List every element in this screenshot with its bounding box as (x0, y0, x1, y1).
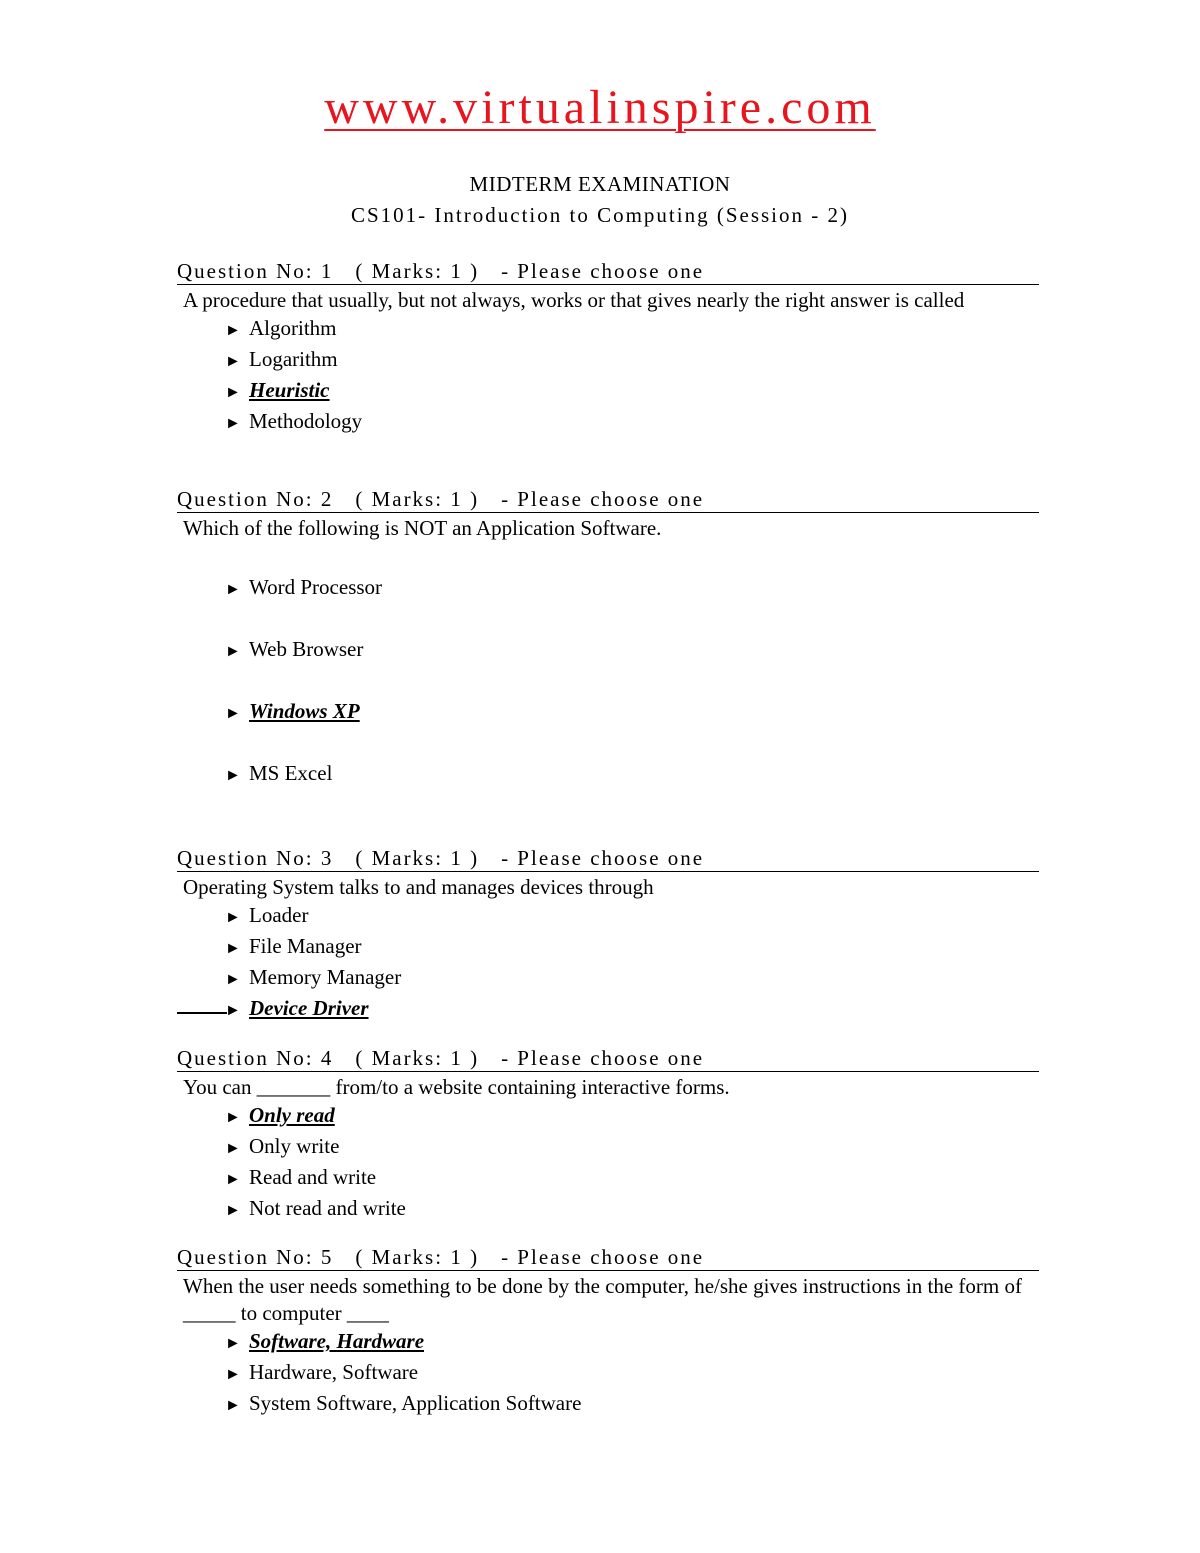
answer-option[interactable]: ► System Software, Application Software (225, 1389, 1039, 1420)
answer-options (177, 314, 1039, 438)
question-number: Question No: 1 (177, 259, 334, 283)
question-text: You can _______ from/to a website containing interactive forms. (183, 1075, 730, 1099)
answer-option[interactable]: ► Memory Manager (225, 963, 1039, 994)
answer-option-correct[interactable]: ► Only read (225, 1101, 1039, 1132)
arrow-right-icon: ► (225, 322, 241, 339)
arrow-right-icon: ► (225, 1335, 241, 1352)
question-instruction: - Please choose one (501, 846, 705, 870)
question-number: Question No: 5 (177, 1245, 334, 1269)
question-instruction: - Please choose one (501, 487, 705, 511)
question-instruction: - Please choose one (501, 1245, 705, 1269)
site-url-link[interactable]: www.virtualinspire.com (324, 81, 876, 134)
answer-option[interactable]: ► Loader (225, 901, 1039, 932)
question-marks: ( Marks: 1 ) (355, 1046, 480, 1070)
question-number: Question No: 3 (177, 846, 334, 870)
answer-option-correct[interactable]: ► Windows XP (225, 697, 1039, 728)
question-text: Operating System talks to and manages devices through (183, 875, 654, 899)
question-4 (177, 1045, 1039, 1225)
answer-option[interactable]: ► Word Processor (225, 573, 1039, 604)
question-text: Which of the following is NOT an Application Software. (183, 516, 662, 540)
arrow-right-icon: ► (225, 767, 241, 784)
answer-option-correct[interactable]: ► Software, Hardware (225, 1327, 1039, 1358)
question-number: Question No: 2 (177, 487, 334, 511)
question-marks: ( Marks: 1 ) (355, 487, 480, 511)
answer-option-correct[interactable]: ► Heuristic (225, 376, 1039, 407)
arrow-right-icon: ► (225, 384, 241, 401)
arrow-right-icon: ► (225, 940, 241, 957)
answer-options (177, 901, 1039, 1025)
question-number: Question No: 4 (177, 1046, 334, 1070)
answer-option[interactable]: ► Read and write (225, 1163, 1039, 1194)
answer-option[interactable]: ► Web Browser (225, 635, 1039, 666)
arrow-right-icon: ► (225, 971, 241, 988)
question-text: When the user needs something to be done by the computer, he/she gives instructions in the form of _____ to computer ____ (183, 1274, 1022, 1325)
arrow-right-icon: ► (225, 1171, 241, 1188)
question-instruction: - Please choose one (501, 259, 705, 283)
question-header (177, 1244, 1039, 1271)
question-header (177, 1045, 1039, 1072)
arrow-right-icon: ► (225, 909, 241, 926)
question-3 (177, 845, 1039, 1025)
question-marks: ( Marks: 1 ) (355, 259, 480, 283)
question-instruction: - Please choose one (501, 1046, 705, 1070)
arrow-right-icon: ► (225, 581, 241, 598)
arrow-right-icon: ► (225, 415, 241, 432)
answer-option-correct[interactable]: ► Device Driver (225, 994, 1039, 1025)
question-header (177, 845, 1039, 872)
exam-title: MIDTERM EXAMINATION (469, 172, 731, 196)
arrow-right-icon: ► (225, 1002, 241, 1019)
site-url-header (0, 80, 1200, 136)
arrow-right-icon: ► (225, 353, 241, 370)
answer-option[interactable]: ► File Manager (225, 932, 1039, 963)
arrow-right-icon: ► (225, 1109, 241, 1126)
question-marks: ( Marks: 1 ) (355, 846, 480, 870)
arrow-right-icon: ► (225, 643, 241, 660)
question-header (177, 258, 1039, 285)
question-header (177, 486, 1039, 513)
answer-options (177, 1101, 1039, 1225)
question-text: A procedure that usually, but not always, works or that gives nearly the right answer is called (183, 288, 965, 312)
answer-options (177, 573, 1039, 790)
answer-option[interactable]: ► Methodology (225, 407, 1039, 438)
course-title: CS101- Introduction to Computing (Session - 2) (351, 203, 849, 227)
answer-option[interactable]: ► Logarithm (225, 345, 1039, 376)
arrow-right-icon: ► (225, 705, 241, 722)
question-marks: ( Marks: 1 ) (355, 1245, 480, 1269)
question-1 (177, 258, 1039, 438)
answer-option[interactable]: ► Not read and write (225, 1194, 1039, 1225)
arrow-right-icon: ► (225, 1140, 241, 1157)
arrow-right-icon: ► (225, 1397, 241, 1414)
answer-option[interactable]: ► Only write (225, 1132, 1039, 1163)
answer-option[interactable]: ► Hardware, Software (225, 1358, 1039, 1389)
answer-option[interactable]: ► Algorithm (225, 314, 1039, 345)
arrow-right-icon: ► (225, 1366, 241, 1383)
arrow-right-icon: ► (225, 1202, 241, 1219)
answer-option[interactable]: ► MS Excel (225, 759, 1039, 790)
answer-underline-lead (177, 1012, 227, 1014)
question-5 (177, 1244, 1039, 1420)
answer-options (177, 1327, 1039, 1420)
question-2 (177, 486, 1039, 821)
